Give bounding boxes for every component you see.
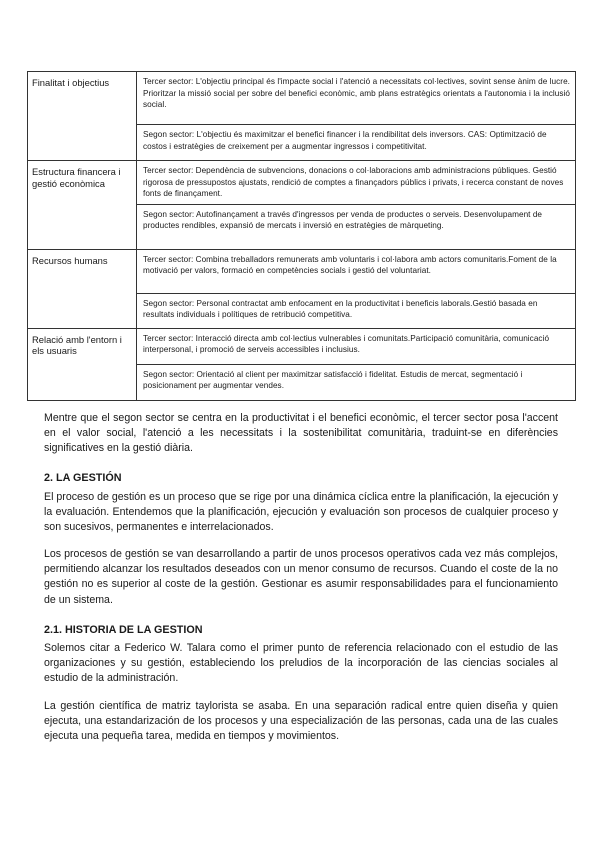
tercer-sector-cell: Tercer sector: Combina treballadors remunerats amb voluntaris i col·labora amb actors comunitaris.Foment de la motivació per valors, formació en competències socials i gestió del voluntariat.: [137, 249, 576, 293]
category-label: Relació amb l'entorn i els usuaris: [32, 333, 122, 356]
table-row: [28, 328, 576, 364]
summary-paragraph: Mentre que el segon sector se centra en la productivitat i el benefici econòmic, el tercer sector posa l'accent en el valor social, l'atenció a les necessitats i la sostenibilitat comunitària, traduint-se en diferències significatives en la gestió diària.: [44, 412, 558, 455]
body-paragraph: El proceso de gestión es un proceso que se rige por una dinámica cíclica entre la planificación, la ejecución y la evaluación. Entendemos que la planificación, ejecución y evaluación son procesos de cualquier proceso y son sucesivos, permanentes e interrelacionados.: [44, 491, 558, 534]
body-paragraph: La gestión científica de matriz taylorista se asaba. En una separación radical entre quien diseña y quien ejecuta, una estandarización de los procesos y una especialización de las personas, cada una de las cuales ejecuta una pequeña tarea, medida en tiempos y movimientos.: [44, 700, 558, 743]
table-category-cell: [28, 249, 137, 328]
category-label: Finalitat i objectius: [32, 77, 110, 88]
table-row: [28, 161, 576, 205]
table-category-cell: [28, 161, 137, 250]
section-heading: 2.1. HISTORIA DE LA GESTION: [44, 624, 203, 636]
category-label: Estructura financera i gestió econòmica: [32, 166, 121, 189]
table-category-cell: [28, 328, 137, 400]
body-paragraph: Solemos citar a Federico W. Talara como el primer punto de referencia relacionado con el estudio de las organizaciones y su gestión, estableciendo los preludios de la incorporación de las ciencias sociales al estudio de la administración.: [44, 642, 558, 685]
category-label: Recursos humans: [32, 254, 108, 266]
segon-sector-cell: Segon sector: Personal contractat amb enfocament en la productivitat i beneficis laborals.Gestió basada en resultats individuals i polítiques de retribució competitiva.: [137, 293, 576, 328]
table-category-cell: [28, 72, 137, 161]
body-paragraph: Los procesos de gestión se van desarrollando a partir de unos procesos operativos cada vez más complejos, permitiendo alcanzar los resultados deseados con un menor consumo de recursos. Cuando el coste de la no gestión no es superior al coste de la gestión. Gestionar es asumir responsabilidades para el funcionamiento de un sistema.: [44, 548, 558, 606]
segon-sector-cell: Segon sector: Orientació al client per maximitzar satisfacció i fidelitat. Estudis de mercat, segmentació i posicionament per augmentar vendes.: [137, 364, 576, 400]
segon-sector-cell: Segon sector: Autofinançament a través d'ingressos per venda de productes o serveis. Desenvolupament de productes rendibles, expansió de mercats i inversió en estratègies de màrqueting.: [137, 204, 576, 249]
tercer-sector-cell: Tercer sector: Dependència de subvencions, donacions o col·laboracions amb administracions públiques. Gestió rigorosa de pressupostos ajustats, rendició de comptes a finançadors públics i privats, i recerca constant de noves fonts de finançament.: [137, 161, 576, 205]
table-row: [28, 249, 576, 293]
tercer-sector-cell: Tercer sector: Interacció directa amb col·lectius vulnerables i comunitats.Participació comunitària, comunicació interpersonal, i promoció de serveis accessibles i inclusius.: [137, 328, 576, 364]
table-row: [28, 72, 576, 125]
segon-sector-cell: Segon sector: L'objectiu és maximitzar el benefici financer i la rendibilitat dels inversors. CAS: Optimització de costos i estratègies de creixement per a augmentar ingressos i competitivitat.: [137, 125, 576, 161]
section-heading: 2. LA GESTIÓN: [44, 472, 122, 484]
tercer-sector-cell: Tercer sector: L'objectiu principal és l'impacte social i l'atenció a necessitats col·lectives, sovint sense ànim de lucre. Prioritzar la missió social per sobre del benefici econòmic, amb plans estratègics orientats a l'autonomia i la inclusió social.: [137, 72, 576, 125]
comparison-table: [27, 71, 576, 401]
